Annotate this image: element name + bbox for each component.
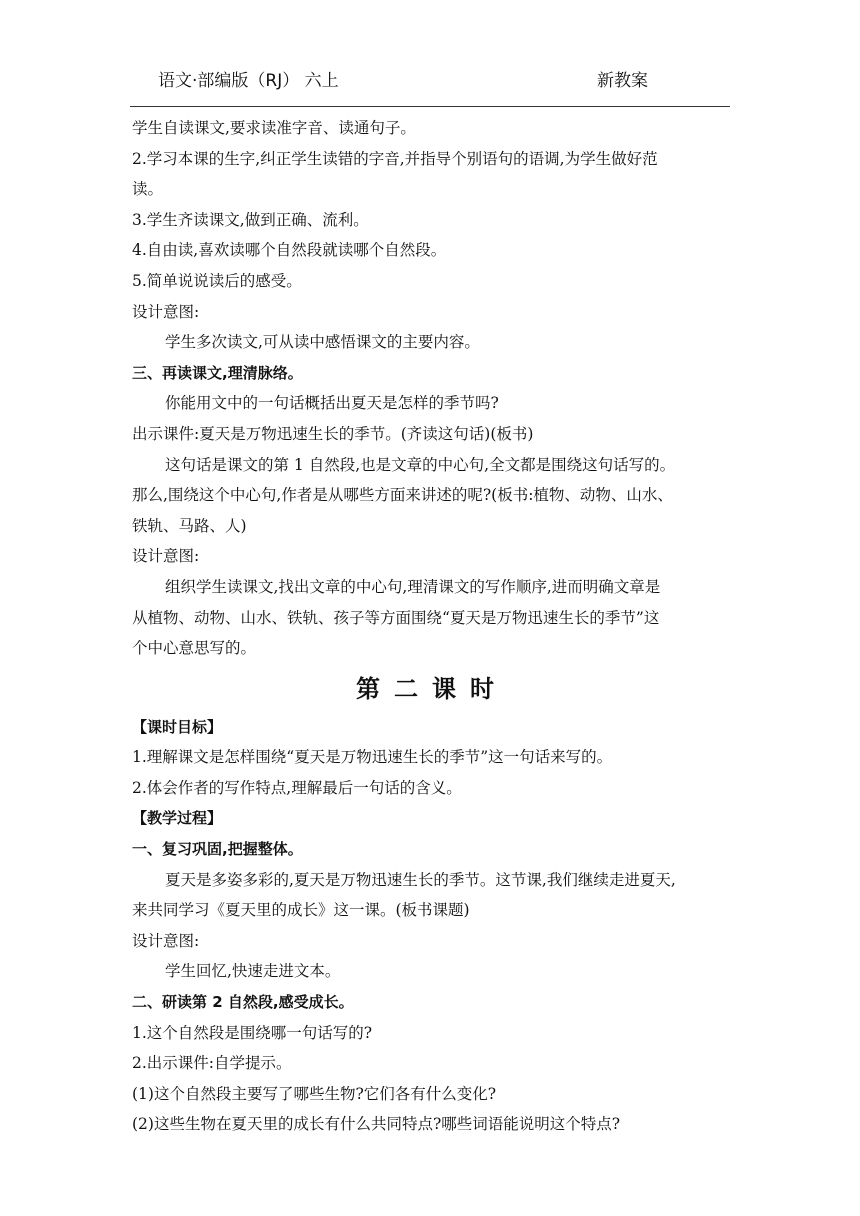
text-line: 那么,围绕这个中心句,作者是从哪些方面来讲述的呢?(板书:植物、动物、山水、 [132,486,673,505]
section-heading: 【课时目标】 [132,717,223,736]
text-line: 2.学习本课的生字,纠正学生读错的字音,并指导个别语句的语调,为学生做好范 [132,149,658,168]
section-heading: 【教学过程】 [132,809,223,828]
text-line: 个中心意思写的。 [132,639,257,658]
text-line: (1)这个自然段主要写了哪些生物?它们各有什么变化? [132,1084,497,1103]
header-divider [130,106,730,107]
text-line: 4.自由读,喜欢读哪个自然段就读哪个自然段。 [132,241,447,260]
text-line: 设计意图: [132,547,200,566]
text-line: 2.出示课件:自学提示。 [132,1054,292,1073]
lesson-plan-body [132,113,732,1140]
text-line: 3.学生齐读课文,做到正确、流利。 [132,210,369,229]
section-heading: 一、复习巩固,把握整体。 [132,840,303,859]
text-line: 设计意图: [132,302,200,321]
lesson-title: 第二课时 [356,674,508,703]
text-line: 读。 [132,180,164,199]
text-line: 设计意图: [132,931,200,950]
text-line: 2.体会作者的写作特点,理解最后一句话的含义。 [132,778,462,797]
text-line: 出示课件:夏天是万物迅速生长的季节。(齐读这句话)(板书) [132,424,534,443]
paragraph-line: 你能用文中的一句话概括出夏天是怎样的季节吗? [165,394,499,413]
paragraph-line: 学生多次读文,可从读中感悟课文的主要内容。 [165,333,480,352]
text-line: 学生自读课文,要求读准字音、读通句子。 [132,119,416,137]
header-subject: 语文·部编版（RJ） 六上 [158,71,339,91]
text-line: 从植物、动物、山水、铁轨、孩子等方面围绕“夏天是万物迅速生长的季节”这 [132,608,660,627]
text-line: 1.理解课文是怎样围绕“夏天是万物迅速生长的季节”这一句话来写的。 [132,748,613,767]
text-line: 来共同学习《夏天里的成长》这一课。(板书课题) [132,901,470,920]
section-heading: 三、再读课文,理清脉络。 [132,363,303,382]
paragraph-line: 学生回忆,快速走进文本。 [165,962,341,981]
text-line: (2)这些生物在夏天里的成长有什么共同特点?哪些词语能说明这个特点? [132,1115,621,1134]
paragraph-line: 组织学生读课文,找出文章的中心句,理清课文的写作顺序,进而明确文章是 [165,577,661,596]
section-heading: 二、研读第 2 自然段,感受成长。 [132,993,354,1012]
paragraph-line: 这句话是课文的第 1 自然段,也是文章的中心句,全文都是围绕这句话写的。 [165,455,676,474]
paragraph-line: 夏天是多姿多彩的,夏天是万物迅速生长的季节。这节课,我们继续走进夏天, [165,870,676,889]
text-line: 5.简单说说读后的感受。 [132,271,302,290]
header-doc-type: 新教案 [597,71,648,91]
text-line: 1.这个自然段是围绕哪一句话写的? [132,1023,373,1042]
page-header [130,62,730,92]
text-line: 铁轨、马路、人) [132,516,247,535]
